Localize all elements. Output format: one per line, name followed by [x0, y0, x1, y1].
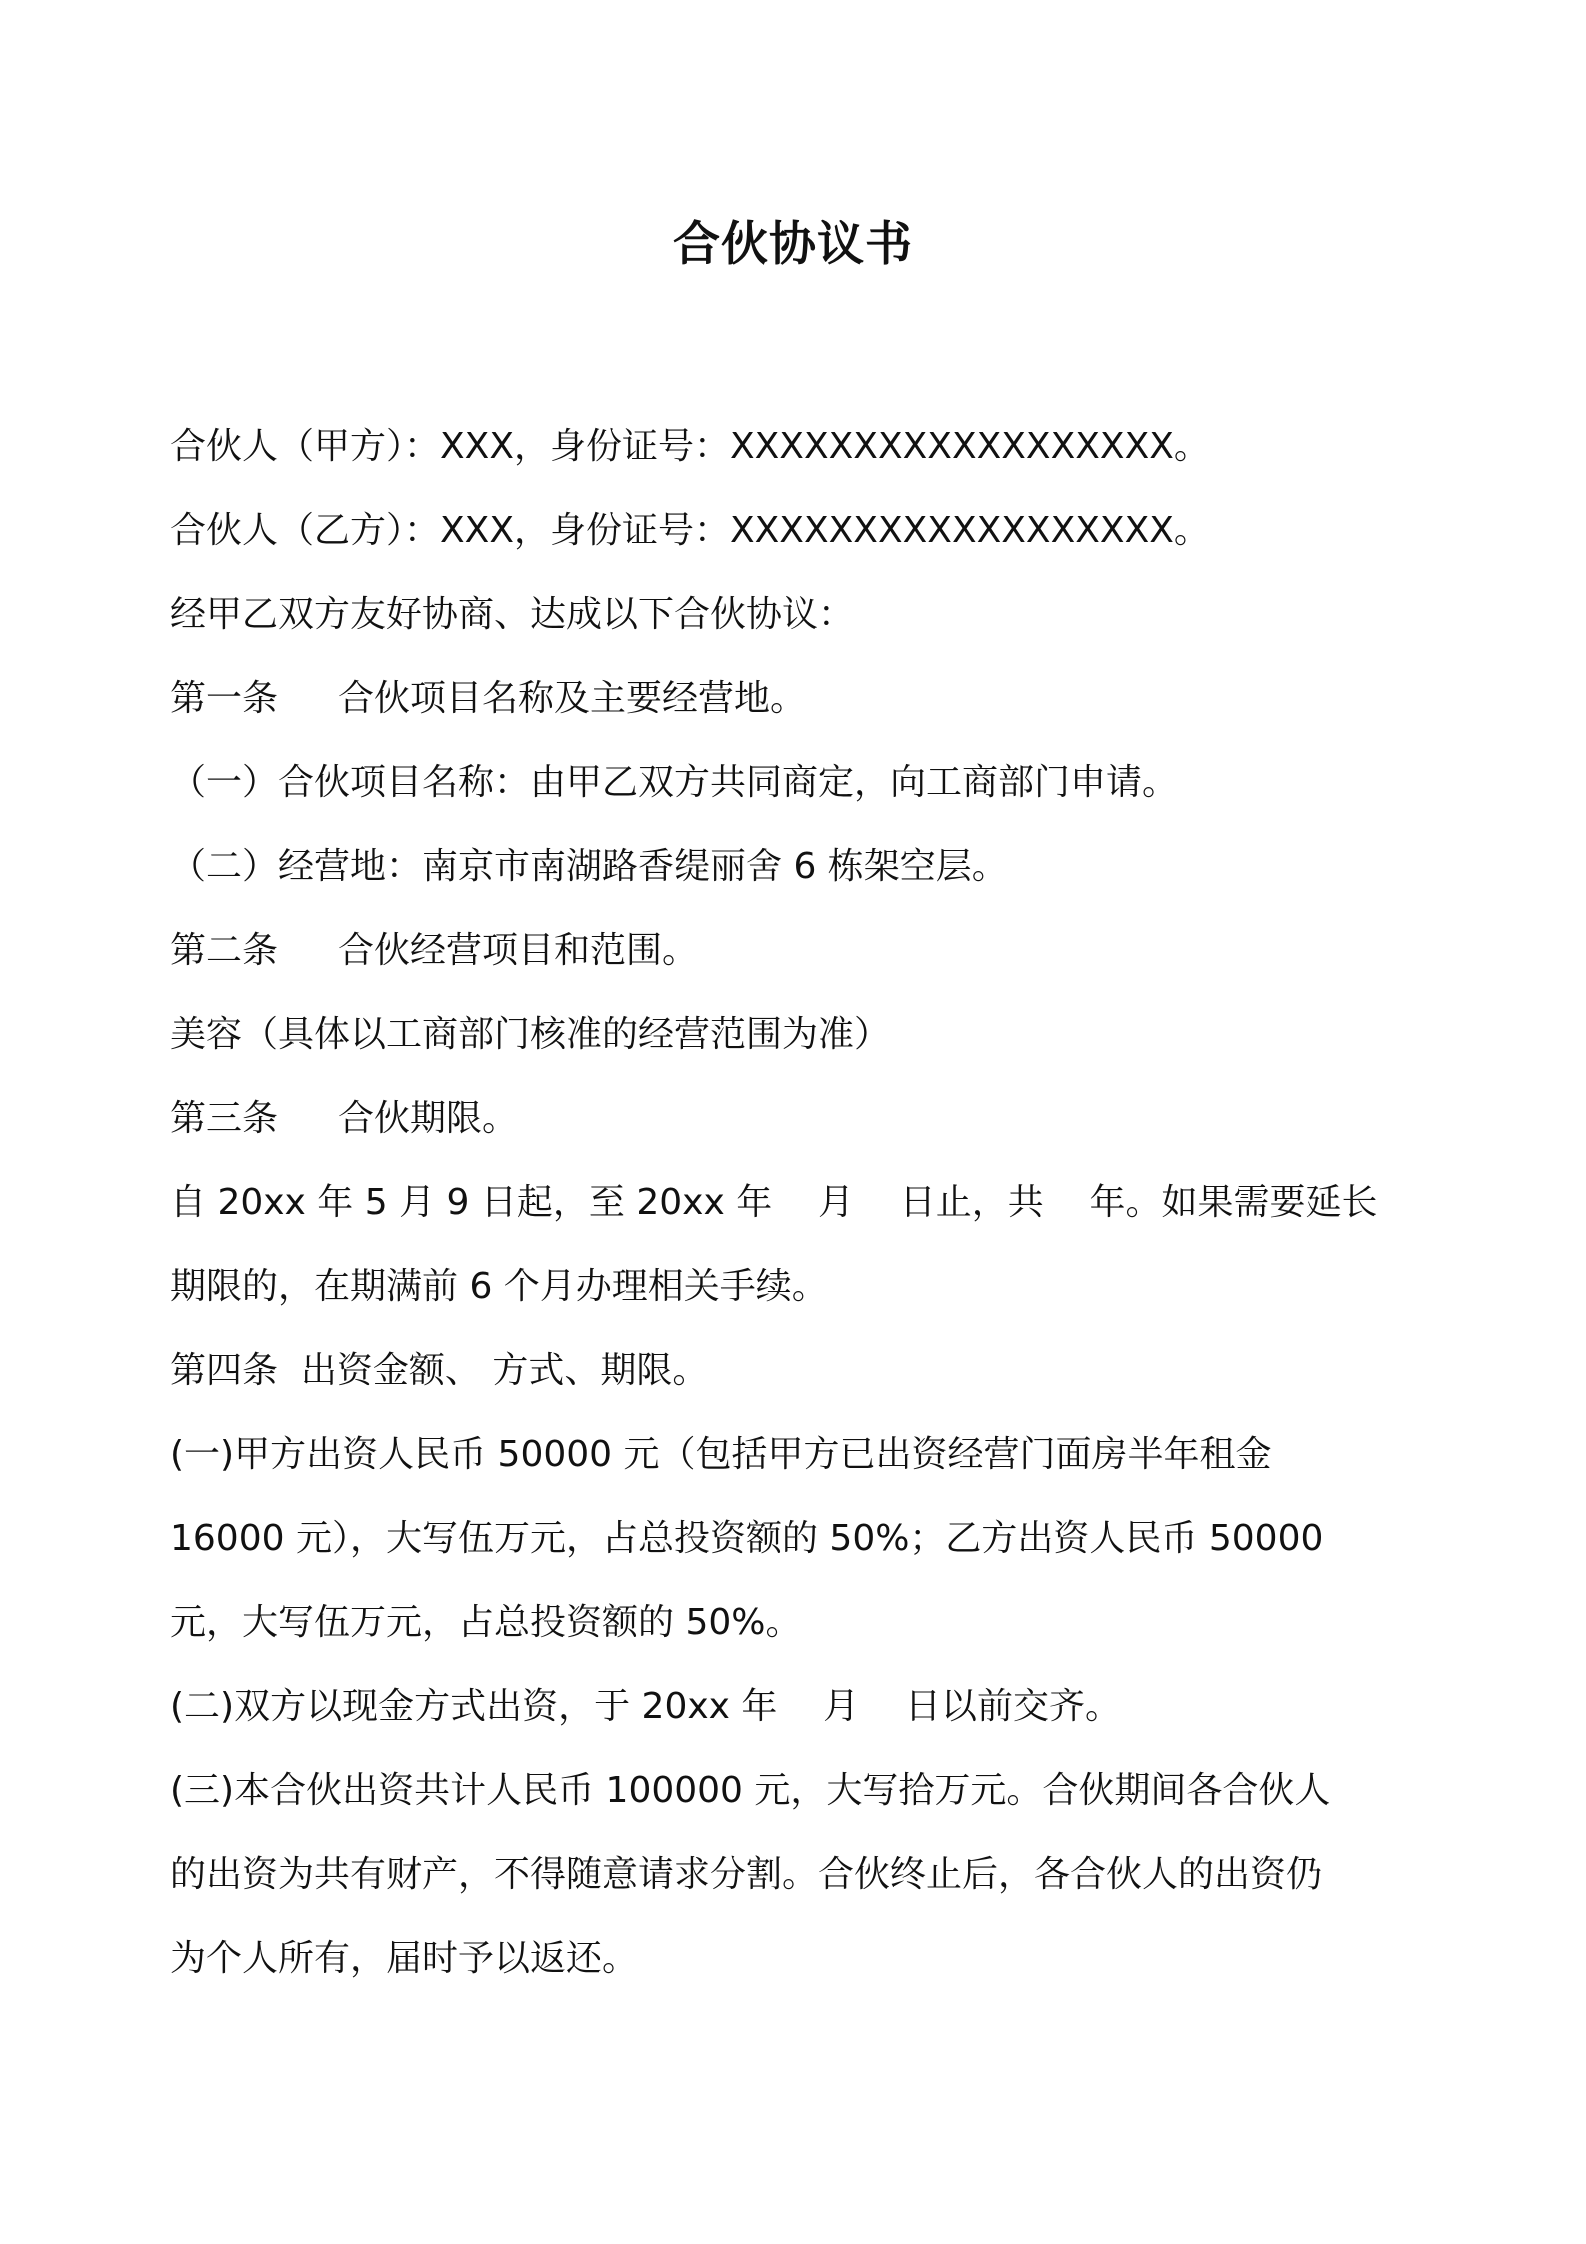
article-4-item-1-line-1: (一)甲方出资人民币 50000 元（包括甲方已出资经营门面房半年租金	[170, 1434, 1272, 1475]
article-2-content: 美容（具体以工商部门核准的经营范围为准）	[170, 1014, 891, 1055]
article-2-title: 合伙经营项目和范围。	[338, 930, 699, 971]
article-4-item-1-line-3: 元，大写伍万元，占总投资额的 50%。	[170, 1602, 802, 1643]
article-4-item-3-line-3: 为个人所有，届时予以返还。	[170, 1938, 639, 1979]
article-4-heading: 第四条 出资金额、 方式、期限。	[170, 1350, 709, 1391]
article-3-content-line-2: 期限的，在期满前 6 个月办理相关手续。	[170, 1266, 828, 1307]
party-b-line: 合伙人（乙方）：XXX，身份证号：XXXXXXXXXXXXXXXXXX。	[170, 510, 1210, 551]
article-4-item-1-line-2: 16000 元），大写伍万元，占总投资额的 50%；乙方出资人民币 50000	[170, 1518, 1324, 1559]
article-3-content-line-1: 自 20xx 年 5 月 9 日起，至 20xx 年 月 日止，共 年。如果需要延长	[170, 1182, 1378, 1223]
intro-line: 经甲乙双方友好协商、达成以下合伙协议：	[170, 594, 855, 635]
article-1-title: 合伙项目名称及主要经营地。	[338, 678, 807, 719]
article-1-heading	[170, 657, 1420, 741]
article-3-heading	[170, 1077, 1420, 1161]
article-1-item-1: （一）合伙项目名称：由甲乙双方共同商定，向工商部门申请。	[170, 762, 1179, 803]
article-1-item-2: （二）经营地：南京市南湖路香缇丽舍 6 栋架空层。	[170, 846, 1008, 887]
document-body	[170, 405, 1420, 2001]
article-3-title: 合伙期限。	[338, 1098, 519, 1139]
party-a-line: 合伙人（甲方）：XXX，身份证号：XXXXXXXXXXXXXXXXXX。	[170, 426, 1210, 467]
article-4-item-3-line-2: 的出资为共有财产，不得随意请求分割。合伙终止后，各合伙人的出资仍	[170, 1854, 1323, 1895]
article-3-number: 第三条	[170, 1098, 279, 1139]
article-2-number: 第二条	[170, 930, 279, 971]
document-title: 合伙协议书	[673, 217, 913, 272]
article-4-item-3-line-1: (三)本合伙出资共计人民币 100000 元，大写拾万元。合伙期间各合伙人	[170, 1770, 1331, 1811]
article-4-item-2: (二)双方以现金方式出资，于 20xx 年 月 日以前交齐。	[170, 1686, 1121, 1727]
article-2-heading	[170, 909, 1420, 993]
article-1-number: 第一条	[170, 678, 279, 719]
